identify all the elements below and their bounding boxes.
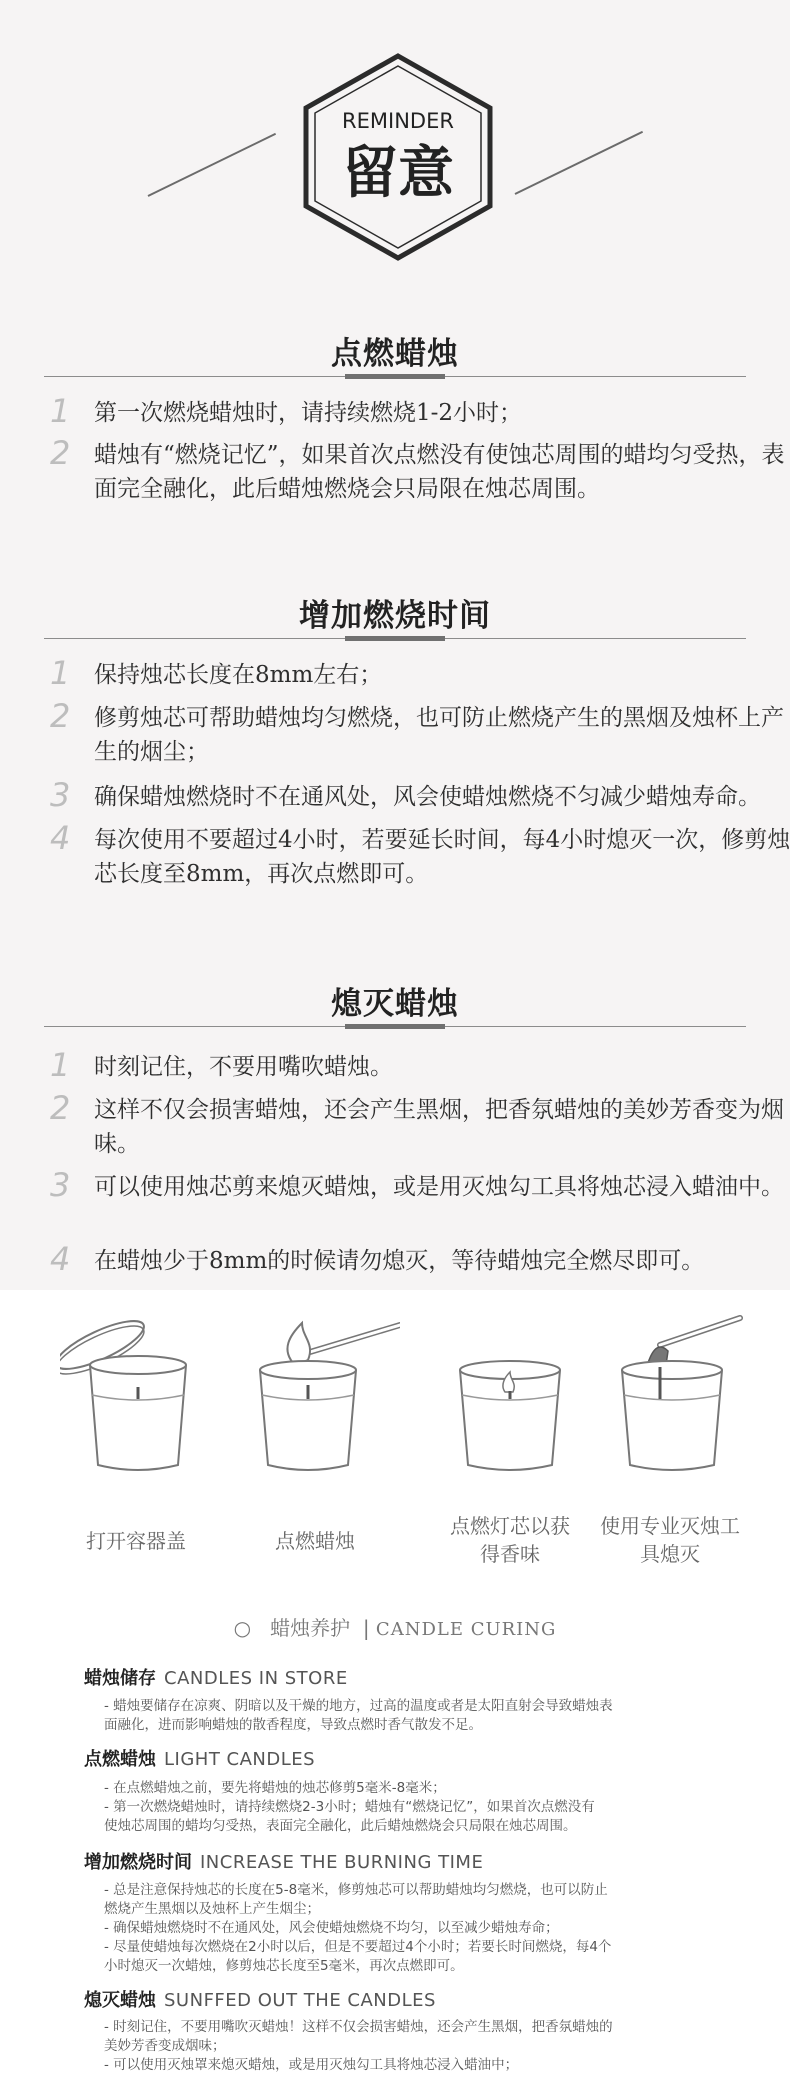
item-text: 可以使用烛芯剪来熄灭蜡烛，或是用灭烛勾工具将烛芯浸入蜡油中。 xyxy=(94,1174,784,1200)
section-title-burn-time: 增加燃烧时间 xyxy=(299,598,491,634)
item-number: 1 xyxy=(50,654,71,692)
care-line: - 可以使用灭烛罩来熄灭蜡烛，或是用灭烛勾工具将烛芯浸入蜡油中； xyxy=(104,2057,519,2073)
item-text: 这样不仅会损害蜡烛，还会产生黑烟，把香氛蜡烛的美妙芳香变为烟味。 xyxy=(94,1097,784,1157)
care-heading xyxy=(84,1745,315,1771)
item-number: 4 xyxy=(50,819,71,857)
care-title-cn: 蜡烛养护 xyxy=(270,1616,351,1640)
jar-with-lid-icon xyxy=(60,1315,190,1475)
care-line: - 尽量使蜡烛每次燃烧在2小时以后，但是不要超过4个小时；若要长时间燃烧，每4个 xyxy=(104,1939,612,1955)
care-heading-cn: 增加燃烧时间 xyxy=(84,1852,192,1873)
badge-cn: 留意 xyxy=(342,141,454,206)
care-line: - 蜡烛要储存在凉爽、阴暗以及干燥的地方，过高的温度或者是太阳直射会导致蜡烛表 xyxy=(104,1698,613,1714)
care-heading xyxy=(84,1848,483,1874)
care-line: - 在点燃蜡烛之前，要先将蜡烛的烛芯修剪5毫米-8毫米； xyxy=(104,1780,446,1796)
item-number: 2 xyxy=(50,1089,71,1127)
care-heading-cn: 蜡烛储存 xyxy=(84,1668,156,1689)
care-title-en: CANDLE CURING xyxy=(375,1619,557,1640)
item-text: 蜡烛有“燃烧记忆”，如果首次点燃没有使蚀芯周围的蜡均匀受热，表面完全融化，此后蜡烛燃烧会只局限在烛芯周围。 xyxy=(94,442,785,502)
item-number: 2 xyxy=(50,434,71,472)
item-number: 3 xyxy=(50,1166,71,1204)
care-text xyxy=(104,1779,714,1836)
care-heading-en: LIGHT CANDLES xyxy=(164,1749,316,1770)
step-caption: 点燃蜡烛 xyxy=(275,1529,355,1553)
care-heading xyxy=(84,1986,436,2012)
care-line: - 总是注意保持烛芯的长度在5-8毫米，修剪烛芯可以帮助蜡烛均匀燃烧，也可以防止 xyxy=(104,1882,608,1898)
care-text xyxy=(104,1697,714,1735)
care-heading-en: SUNFFED OUT THE CANDLES xyxy=(164,1990,436,2011)
care-text xyxy=(104,1881,714,1976)
care-heading xyxy=(84,1664,348,1690)
care-text xyxy=(104,2018,714,2075)
section-title-light: 点燃蜡烛 xyxy=(331,336,459,372)
care-heading-en: INCREASE THE BURNING TIME xyxy=(200,1852,484,1873)
care-line: - 确保蜡烛燃烧时不在通风处，风会使蜡烛燃烧不均匀，以至减少蜡烛寿命； xyxy=(104,1920,559,1936)
care-line: 使烛芯周围的蜡均匀受热，表面完全融化，此后蜡烛燃烧会只局限在烛芯周围。 xyxy=(104,1818,577,1834)
care-title-sep: | xyxy=(362,1616,370,1640)
section-underline xyxy=(345,374,445,379)
item-number: 1 xyxy=(50,1046,71,1084)
circle-icon: ○ xyxy=(233,1616,252,1640)
section-underline xyxy=(345,1024,445,1029)
item-number: 4 xyxy=(50,1240,71,1278)
hexagon-badge-icon xyxy=(300,52,496,262)
step-caption: 点燃灯芯以获得香味 xyxy=(450,1514,570,1566)
care-line: - 第一次燃烧蜡烛时，请持续燃烧2-3小时；蜡烛有“燃烧记忆”，如果首次点燃没有 xyxy=(104,1799,595,1815)
care-line: 面融化，进而影响蜡烛的散香程度，导致点燃时香气散发不足。 xyxy=(104,1717,482,1733)
care-line: 美妙芳香变成烟味； xyxy=(104,2038,226,2054)
section-title-extinguish: 熄灭蜡烛 xyxy=(331,986,459,1022)
item-number: 3 xyxy=(50,776,71,814)
item-text: 在蜡烛少于8mm的时候请勿熄灭，等待蜡烛完全燃尽即可。 xyxy=(94,1248,705,1274)
item-number: 1 xyxy=(50,392,71,430)
item-text: 确保蜡烛燃烧时不在通风处，风会使蜡烛燃烧不匀减少蜡烛寿命。 xyxy=(94,784,761,810)
item-text: 时刻记住，不要用嘴吹蜡烛。 xyxy=(94,1054,393,1080)
snuffer-icon xyxy=(620,1315,750,1475)
care-title xyxy=(0,1612,790,1641)
care-line: 小时熄灭一次蜡烛，修剪烛芯长度至5毫米，再次点燃即可。 xyxy=(104,1958,464,1974)
item-text: 保持烛芯长度在8mm左右； xyxy=(94,662,383,688)
care-heading-cn: 熄灭蜡烛 xyxy=(84,1990,156,2011)
section-underline xyxy=(345,636,445,641)
step-caption: 使用专业灭烛工具熄灭 xyxy=(600,1514,740,1566)
item-text: 修剪烛芯可帮助蜡烛均匀燃烧，也可防止燃烧产生的黑烟及烛杯上产生的烟尘； xyxy=(94,705,784,765)
lighting-match-icon xyxy=(250,1315,380,1475)
item-text: 每次使用不要超过4小时，若要延长时间，每4小时熄灭一次，修剪烛芯长度至8mm，再次点燃即可。 xyxy=(94,827,790,887)
care-line: 燃烧产生黑烟以及烛杯上产生烟尘； xyxy=(104,1901,320,1917)
step-caption: 打开容器盖 xyxy=(86,1529,186,1553)
care-line: - 时刻记住，不要用嘴吹灭蜡烛！这样不仅会损害蜡烛，还会产生黑烟，把香氛蜡烛的 xyxy=(104,2019,613,2035)
burning-candle-icon xyxy=(450,1315,580,1475)
item-text: 第一次燃烧蜡烛时，请持续燃烧1-2小时； xyxy=(94,400,523,426)
badge-en: REMINDER xyxy=(342,109,454,133)
reminder-badge xyxy=(300,52,496,262)
care-heading-en: CANDLES IN STORE xyxy=(164,1668,348,1689)
care-heading-cn: 点燃蜡烛 xyxy=(84,1749,156,1770)
item-number: 2 xyxy=(50,697,71,735)
